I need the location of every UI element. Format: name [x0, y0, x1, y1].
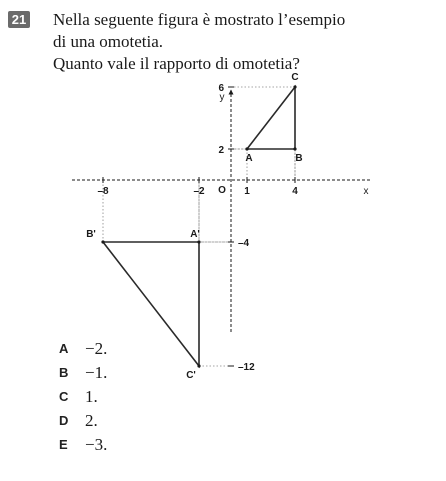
homothety-figure [70, 72, 380, 381]
answer-value: −2. [85, 339, 108, 358]
answer-value: −3. [85, 435, 108, 454]
vertex-dot [293, 147, 296, 150]
triangle-abc [247, 87, 295, 149]
y-tick-label: 6 [218, 83, 224, 94]
y-axis-label: y [219, 92, 225, 103]
x-tick-label: 1 [244, 186, 250, 197]
answer-value: 2. [85, 411, 98, 430]
answer-letter: D [59, 413, 69, 428]
origin-label: O [218, 185, 226, 196]
vertex-label: B [295, 153, 303, 164]
answer-letter: C [59, 389, 69, 404]
question-line-1: Nella seguente figura è mostrato l’esempio [53, 10, 346, 29]
question-text [53, 9, 433, 75]
vertex-label: A' [190, 229, 200, 240]
question-line-2: di una omotetia. [53, 32, 164, 51]
triangle-a1b1c1 [103, 242, 199, 366]
answer-value: 1. [85, 387, 98, 406]
vertex-dot [245, 147, 248, 150]
vertex-label: B' [86, 229, 96, 240]
y-tick-label: 2 [218, 145, 224, 156]
question-number-badge: 21 [8, 11, 30, 28]
x-tick-label: 4 [292, 186, 298, 197]
x-tick-label: –2 [193, 186, 205, 197]
answer-letter: A [59, 341, 69, 356]
question-line-3: Quanto vale il rapporto di omotetia? [53, 54, 300, 73]
vertex-dot [197, 240, 200, 243]
vertex-dot [293, 85, 296, 88]
x-tick-label: –8 [97, 186, 109, 197]
y-tick-label: –4 [238, 238, 250, 249]
vertex-dot [101, 240, 104, 243]
x-axis-label: x [363, 186, 369, 197]
answer-letter: E [59, 437, 68, 452]
vertex-label: A [245, 153, 253, 164]
vertex-dot [197, 364, 200, 367]
answer-letter: B [59, 365, 69, 380]
vertex-label: C [291, 72, 299, 83]
y-tick-label: –12 [238, 362, 255, 373]
vertex-label: C' [186, 370, 196, 381]
answer-value: −1. [85, 363, 108, 382]
